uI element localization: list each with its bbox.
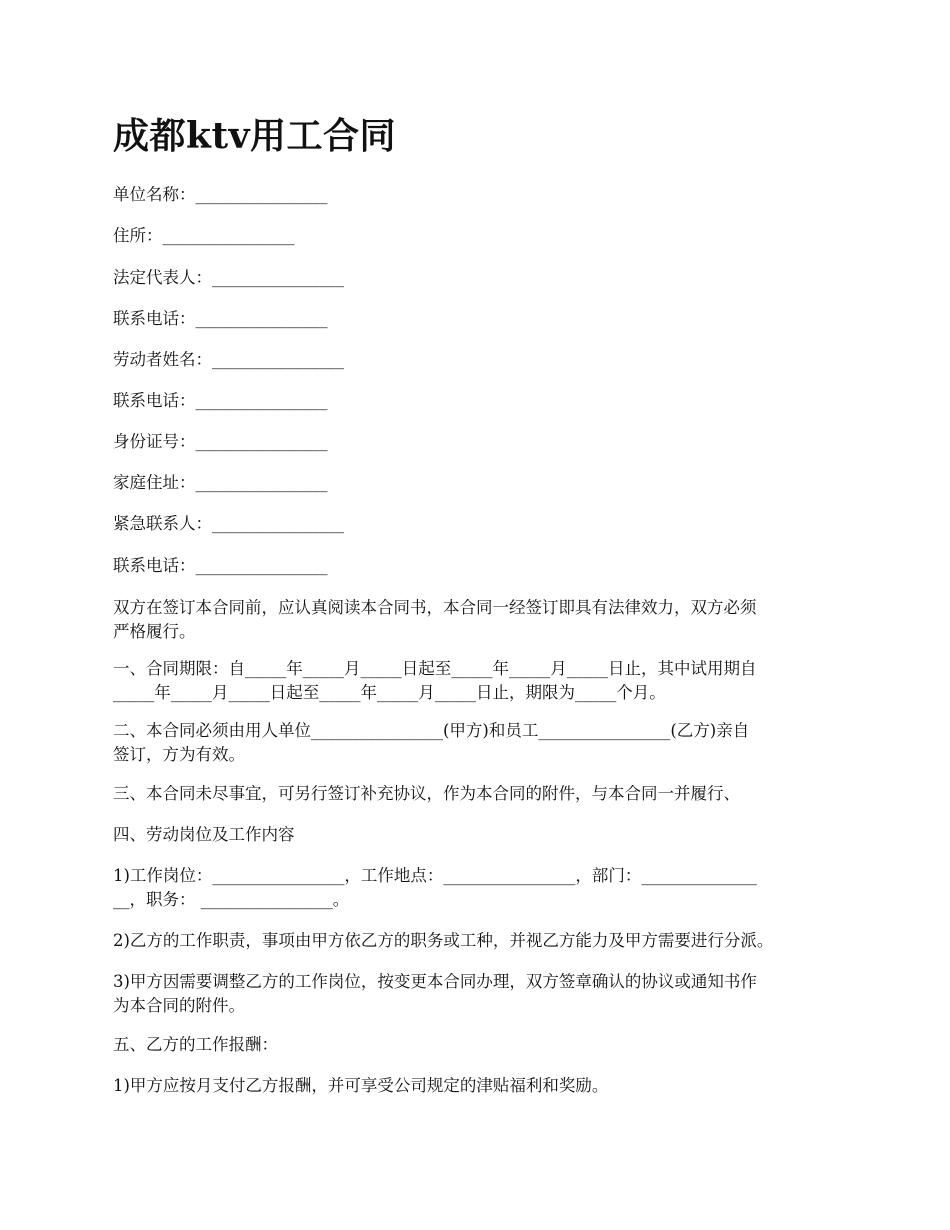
paragraph-monthly-pay: 1)甲方应按月支付乙方报酬，并可享受公司规定的津贴福利和奖励。 [113, 1076, 609, 1095]
paragraph-signing: 二、本合同必须由用人单位________________(甲方)和员工________________(乙方)亲自 签订，方为有效。 [113, 721, 750, 764]
paragraph-job-adjustment: 3)甲方因需要调整乙方的工作岗位，按变更本合同办理，双方签章确认的协议或通知书作 为本合同的附件。 [113, 972, 757, 1015]
paragraph-job-position: 1)工作岗位：________________，工作地点：________________，部门：______________ __，职务： ________________。 [113, 866, 757, 909]
field-employer-phone: 联系电话：________________ [113, 309, 328, 328]
field-employer-name: 单位名称：________________ [113, 185, 328, 204]
field-address: 住所：________________ [113, 226, 295, 245]
page-title: 成都ktv用工合同 [113, 115, 396, 157]
field-worker-name: 劳动者姓名：________________ [113, 350, 344, 369]
paragraph-job-duties: 2)乙方的工作职责，事项由甲方依乙方的职务或工种，并视乙方能力及甲方需要进行分派。 [113, 931, 774, 950]
paragraph-preamble: 双方在签订本合同前，应认真阅读本合同书，本合同一经签订即具有法律效力，双方必须 严格履行。 [113, 598, 757, 641]
paragraph-supplement: 三、本合同未尽事宜，可另行签订补充协议，作为本合同的附件，与本合同一并履行、 [113, 784, 740, 803]
section-heading-pay: 五、乙方的工作报酬： [113, 1035, 278, 1054]
field-id-number: 身份证号：________________ [113, 432, 328, 451]
field-emergency-contact: 紧急联系人：________________ [113, 514, 344, 533]
field-emergency-phone: 联系电话：________________ [113, 556, 328, 575]
field-worker-phone: 联系电话：________________ [113, 391, 328, 410]
field-home-address: 家庭住址：________________ [113, 473, 328, 492]
field-legal-representative: 法定代表人：________________ [113, 268, 344, 287]
section-heading-job: 四、劳动岗位及工作内容 [113, 825, 295, 844]
paragraph-contract-term: 一、合同期限：自_____年_____月_____日起至_____年_____月_____日止，其中试用期自 _____年_____月_____日起至_____年_____月_____日止，期限为_____个月。 [113, 659, 757, 702]
